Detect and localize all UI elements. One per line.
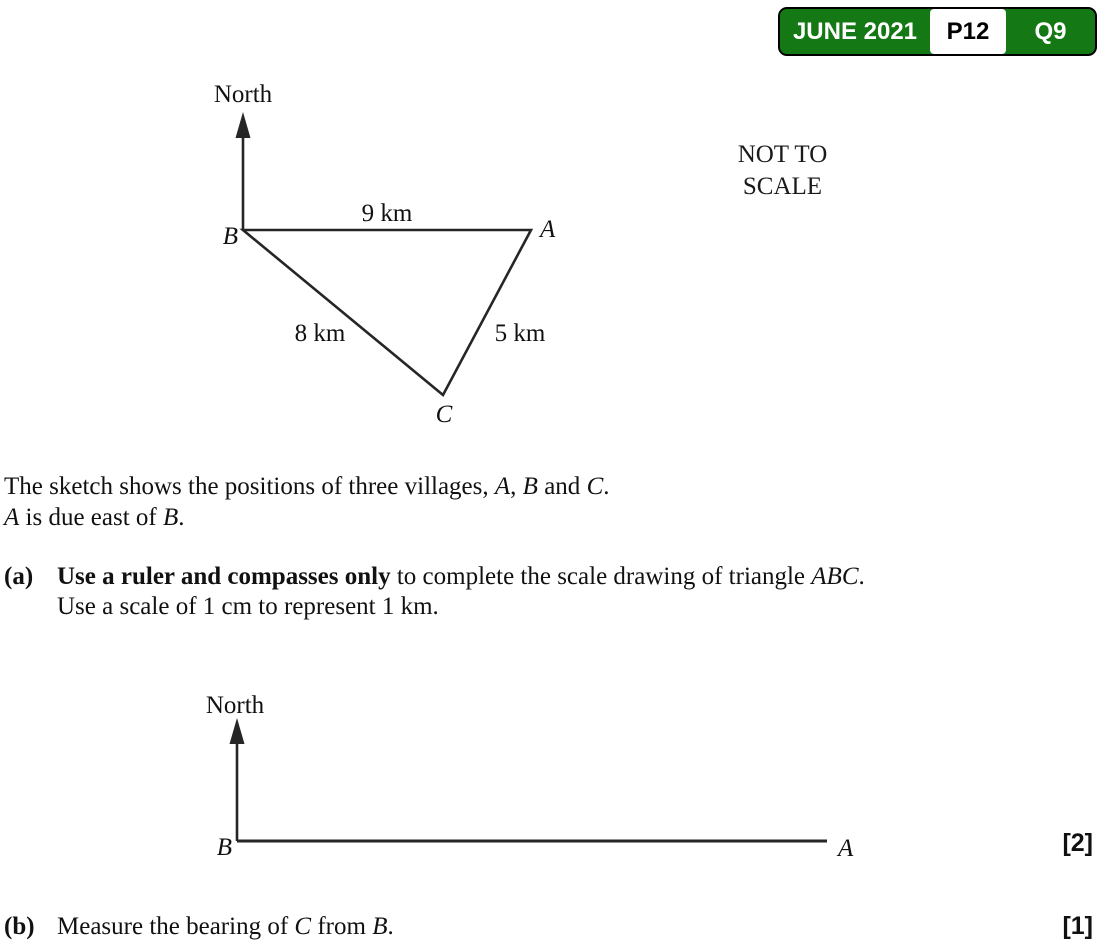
part-a: [4, 562, 1093, 622]
village-a-ref2: A: [4, 504, 20, 531]
question-reference-badge: [778, 7, 1097, 56]
part-a-label: (a): [4, 563, 34, 590]
north-arrowhead-icon: [236, 112, 251, 138]
badge-session-label: JUNE 2021: [792, 17, 918, 45]
intro-line1: [4, 471, 610, 502]
intro-text: The sketch shows the positions of three villages,: [4, 473, 495, 500]
part-b-text-mid: from: [311, 913, 373, 940]
sketch-diagram-triangle: [150, 75, 600, 435]
part-b-label: (b): [4, 913, 35, 940]
sketch-side-bc-label: 8 km: [294, 320, 346, 347]
badge-paper-label: P12: [930, 9, 1006, 54]
part-a-marks-badge: [2]: [1062, 829, 1093, 857]
part-b-text-start: Measure the bearing of: [57, 913, 295, 940]
not-to-scale-line1: NOT TO: [737, 141, 828, 168]
intro-paragraph: [4, 471, 610, 533]
village-b-ref: B: [522, 473, 538, 500]
sketch-point-a-label: A: [540, 216, 556, 243]
sketch-side-ab-label: 9 km: [361, 200, 413, 227]
part-b-line: [4, 913, 1062, 941]
part-a-period: .: [858, 563, 865, 590]
badge-question-label: Q9: [1034, 17, 1067, 45]
village-b-ref2: B: [163, 504, 179, 531]
sketch-point-b-label: B: [222, 223, 238, 250]
part-a-text: [57, 562, 865, 622]
part-a-bold-instruction: Use a ruler and compasses only: [57, 563, 391, 590]
answer-north-arrowhead-icon: [230, 718, 245, 744]
part-b-marks-badge: [1]: [1062, 912, 1093, 940]
answer-diagram-baseline: [180, 690, 900, 870]
part-b: [4, 912, 1093, 941]
part-a-mid-text: to complete the scale drawing of triangle: [390, 563, 812, 590]
part-b-period: .: [387, 913, 394, 940]
answer-point-a-label: A: [838, 835, 854, 862]
point-c-ref: C: [294, 913, 312, 940]
intro-line2: [4, 502, 610, 533]
intro-sep2: and: [537, 473, 587, 500]
intro-sep1: ,: [510, 473, 523, 500]
answer-north-label: North: [205, 692, 265, 719]
sketch-point-c-label: C: [435, 401, 453, 428]
intro-line2-period: .: [178, 504, 185, 531]
answer-point-b-label: B: [216, 834, 232, 861]
intro-line2-text: is due east of: [19, 504, 163, 531]
part-b-text: [57, 913, 394, 941]
sketch-north-label: North: [213, 81, 273, 108]
point-b-ref: B: [372, 913, 388, 940]
part-a-line2: Use a scale of 1 cm to represent 1 km.: [57, 593, 439, 620]
intro-period: .: [603, 473, 610, 500]
sketch-side-ca-label: 5 km: [494, 320, 546, 347]
not-to-scale-line2: SCALE: [742, 173, 823, 200]
not-to-scale-note: [700, 139, 865, 203]
village-c-ref: C: [586, 473, 604, 500]
village-a-ref: A: [494, 473, 511, 500]
triangle-abc: [243, 230, 531, 395]
triangle-abc-ref: ABC: [811, 563, 859, 590]
